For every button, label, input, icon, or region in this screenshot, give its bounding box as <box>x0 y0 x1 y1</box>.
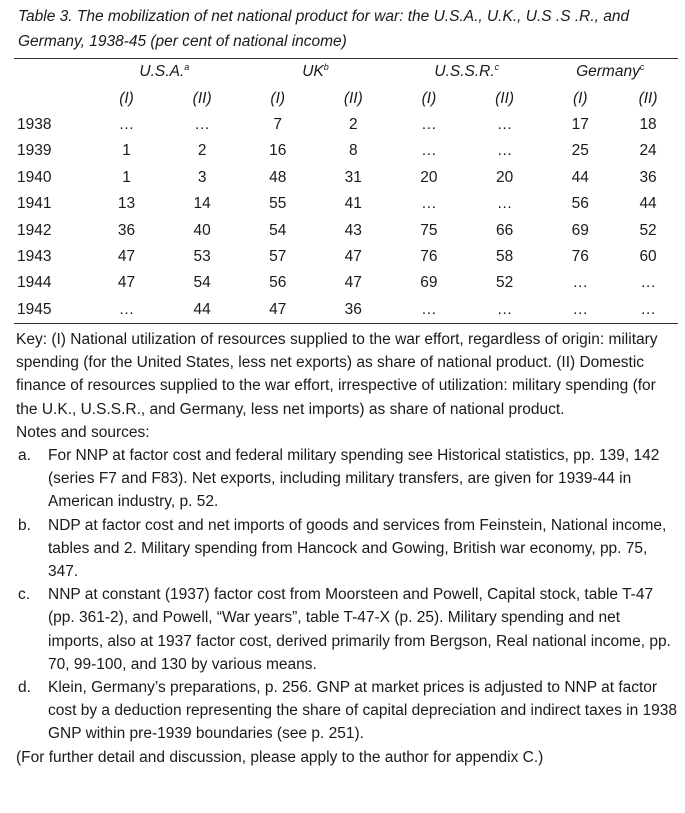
sub-header: (I) <box>119 89 134 107</box>
note-text: NDP at factor cost and net imports of goods and services from Feinstein, National income, tables and 2. Military spending from Hancock and Gowing, British war economy, pp. 75, 347. <box>48 516 667 580</box>
notes-heading: Notes and sources: <box>16 423 150 441</box>
sub-header: (I) <box>270 89 286 107</box>
value-cell: 3 <box>197 168 207 186</box>
year-cell: 1944 <box>17 274 52 292</box>
year-cell: 1945 <box>14 297 89 324</box>
note-text: NNP at constant (1937) factor cost from Moorsteen and Powell, Capital stock, table T-47 (pp. 361-2), and Powell, “War years”, table T-47-X (p. 25). Military spending and net imports, also at 1937 factor cost, derived primarily from Bergson, Real national income, pp. 70, 99-100, and 130 by various means. <box>48 586 671 673</box>
note-marker: c. <box>18 586 31 604</box>
value-cell: 25 <box>571 142 589 160</box>
value-cell: 54 <box>193 274 211 292</box>
value-cell: 41 <box>344 195 362 213</box>
sub-header: (II) <box>192 89 212 107</box>
corner-cell <box>14 59 89 86</box>
value-cell: … <box>618 297 678 324</box>
sub-header: (I) <box>572 89 588 107</box>
sub-header: (II) <box>638 89 658 107</box>
note-text: Klein, Germany’s preparations, p. 256. GNP at market prices is adjusted to NNP at factor cost by a deduction representing the share of capital depreciation and indirect taxes in 1938 GNP within pre-1939 boundaries (see p. 251). <box>48 678 678 743</box>
value-cell: 55 <box>269 195 287 213</box>
value-cell: 48 <box>269 168 287 186</box>
year-cell: 1938 <box>17 115 52 133</box>
value-cell: 53 <box>193 247 211 265</box>
value-cell: … <box>421 115 437 133</box>
value-cell: … <box>640 274 656 292</box>
value-cell: 24 <box>639 142 657 160</box>
value-cell: 44 <box>639 195 657 213</box>
value-cell: 14 <box>193 195 211 213</box>
value-cell: 44 <box>164 297 240 324</box>
note-text: For NNP at factor cost and federal military spending see Historical statistics, pp. 139, 142 (series F7 and F83). Net exports, including military transfers, are given for 1939-44 in American industry, p. 52. <box>48 446 660 511</box>
note-item <box>16 444 678 514</box>
table-row <box>14 217 678 243</box>
sub-header: (II) <box>495 89 515 107</box>
note-item <box>16 514 678 584</box>
value-cell: 69 <box>420 274 438 292</box>
table-row <box>14 270 678 296</box>
table-body <box>14 112 678 324</box>
value-cell: 47 <box>344 247 362 265</box>
notes-list <box>16 444 678 746</box>
value-cell: 47 <box>240 297 316 324</box>
value-cell: 18 <box>639 115 657 133</box>
value-cell: 20 <box>495 168 514 186</box>
value-cell: 44 <box>571 168 589 186</box>
year-cell: 1940 <box>17 168 52 186</box>
value-cell: … <box>572 274 589 292</box>
value-cell: … <box>496 195 513 213</box>
value-cell: 16 <box>269 142 287 160</box>
value-cell: 56 <box>571 195 589 213</box>
value-cell: 69 <box>571 221 589 239</box>
year-cell: 1943 <box>17 247 52 265</box>
table-row <box>14 112 678 138</box>
value-cell: … <box>542 297 618 324</box>
value-cell: 58 <box>495 247 514 265</box>
value-cell: 17 <box>571 115 589 133</box>
note-marker: d. <box>18 678 31 696</box>
sub-header: (I) <box>421 89 437 107</box>
table-row <box>14 191 678 217</box>
value-cell: 66 <box>495 221 514 239</box>
value-cell: 2 <box>348 115 358 133</box>
value-cell: 36 <box>316 297 392 324</box>
table-row <box>14 297 678 324</box>
value-cell: … <box>391 297 467 324</box>
country-header-uk: $UK^b$ <box>240 59 391 86</box>
value-cell: 36 <box>639 168 657 186</box>
value-cell: … <box>421 195 437 213</box>
sub-header: (II) <box>343 89 363 107</box>
value-cell: 75 <box>420 221 438 239</box>
value-cell: 1 <box>122 168 131 186</box>
value-cell: 76 <box>571 247 589 265</box>
table-row <box>14 138 678 164</box>
note-marker: a. <box>18 446 31 464</box>
footer-note: (For further detail and discussion, please apply to the author for appendix C.) <box>16 748 544 766</box>
value-cell: 31 <box>344 168 362 186</box>
value-cell: 20 <box>420 168 438 186</box>
year-cell: 1939 <box>17 142 52 160</box>
sub-header-row <box>14 85 678 111</box>
value-cell: 40 <box>193 221 211 239</box>
value-cell: … <box>118 115 135 133</box>
notes-section <box>16 328 678 769</box>
value-cell: 36 <box>117 221 136 239</box>
note-item <box>16 676 678 746</box>
table-key: Key: (I) National utilization of resources supplied to the war effort, regardless of origin: military spending (for the United States, less net exports) as share of national product. (II) Domestic finance of resources supplied to the war effort, irrespective of utilization: military spending (for the U.K., U.S.S.R., and Germany, less net imports) as share of national product. <box>16 330 658 418</box>
country-header-usa: U.S.A.$^a$ <box>89 59 240 86</box>
value-cell: … <box>467 297 543 324</box>
value-cell: 56 <box>269 274 287 292</box>
country-header-ussr: U.S.S.R.$^c$ <box>391 59 542 86</box>
country-header-row <box>14 59 678 86</box>
value-cell: … <box>194 115 210 133</box>
value-cell: 60 <box>639 247 657 265</box>
value-cell: … <box>496 115 513 133</box>
year-cell: 1941 <box>17 195 52 213</box>
value-cell: 47 <box>117 274 136 292</box>
value-cell: 52 <box>639 221 657 239</box>
value-cell: 2 <box>197 142 207 160</box>
data-table <box>14 58 678 324</box>
value-cell: … <box>496 142 513 160</box>
table-row <box>14 165 678 191</box>
country-header-germany: Germany$^c$ <box>542 59 678 86</box>
value-cell: 8 <box>348 142 358 160</box>
value-cell: … <box>89 297 165 324</box>
value-cell: 7 <box>273 115 283 133</box>
value-cell: 52 <box>495 274 514 292</box>
table-caption: Table 3. The mobilization of net national product for war: the U.S.A., U.K., U.S .S .R., and Germany, 1938-45 (per cent of national income) <box>18 8 630 50</box>
value-cell: 57 <box>269 247 287 265</box>
value-cell: 47 <box>344 274 362 292</box>
value-cell: 13 <box>117 195 136 213</box>
year-cell: 1942 <box>17 221 52 239</box>
note-marker: b. <box>18 516 31 534</box>
value-cell: 43 <box>344 221 362 239</box>
note-item <box>16 583 678 676</box>
value-cell: 1 <box>122 142 131 160</box>
value-cell: 54 <box>269 221 287 239</box>
value-cell: 76 <box>420 247 438 265</box>
table-row <box>14 244 678 270</box>
value-cell: 47 <box>117 247 136 265</box>
value-cell: … <box>421 142 437 160</box>
